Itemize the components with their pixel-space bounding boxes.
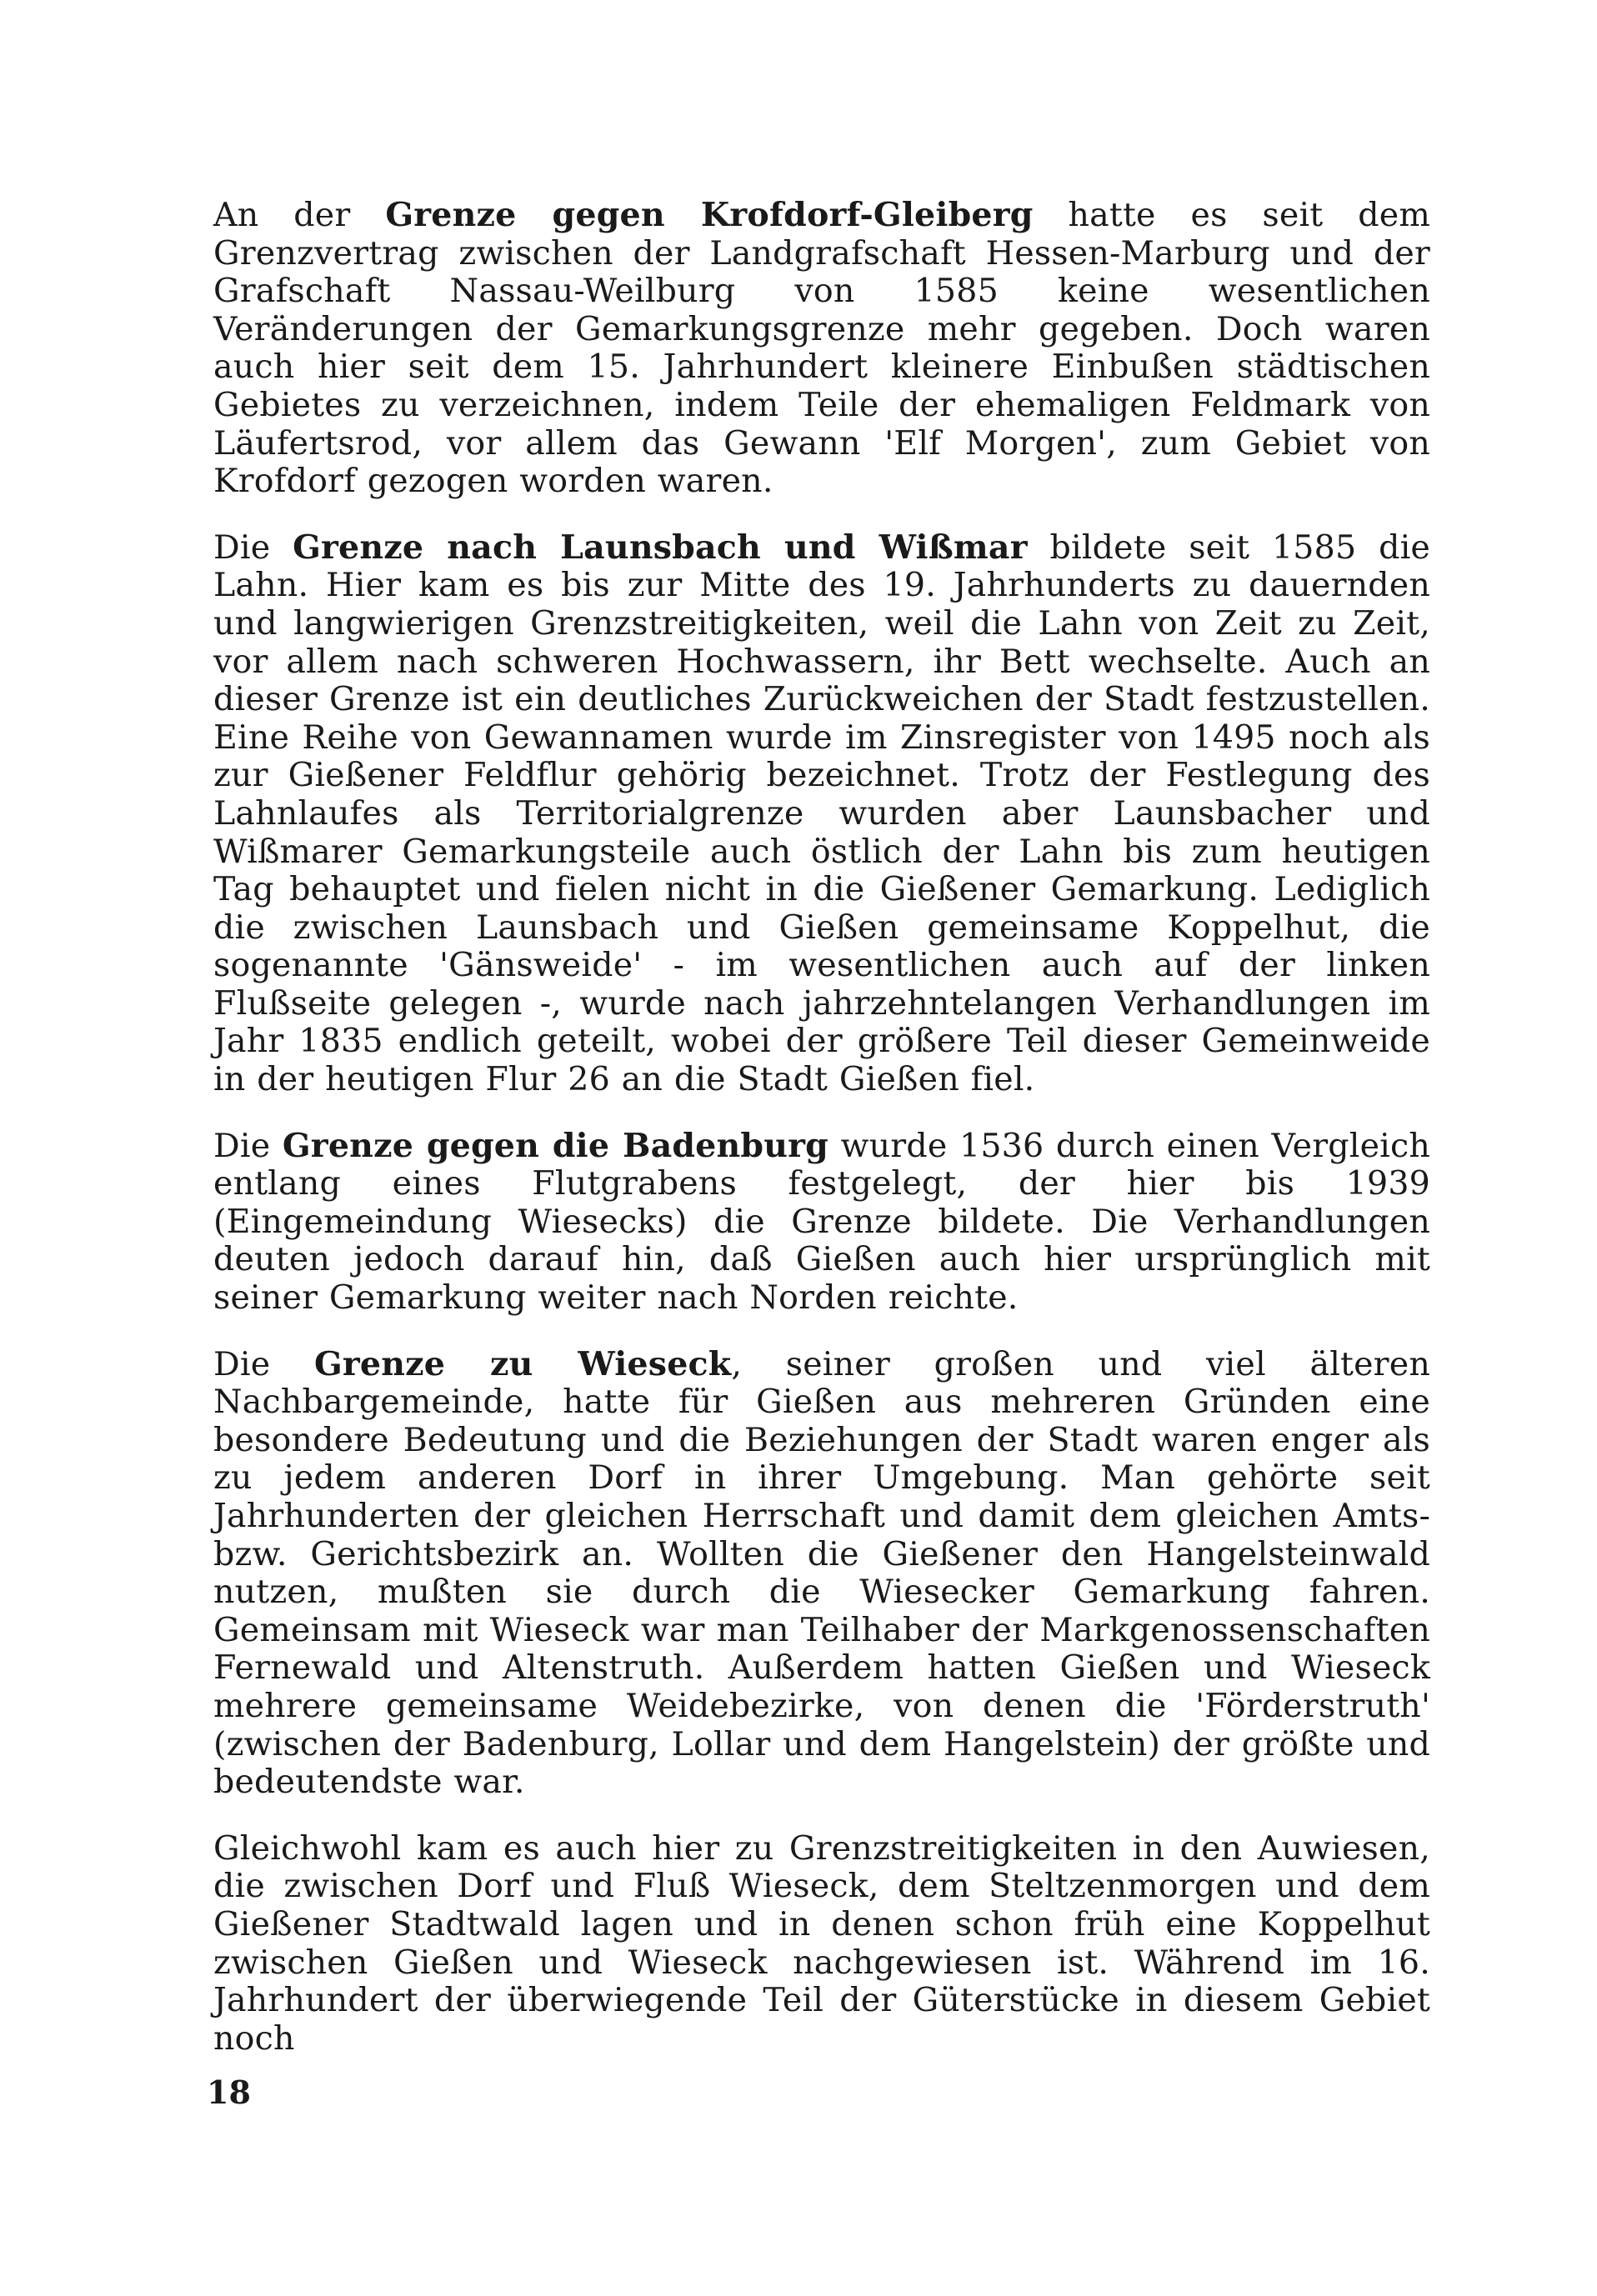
section-heading-krofdorf-gleiberg: Grenze gegen Krofdorf-Gleiberg	[385, 196, 1034, 234]
paragraph-prefix: An der	[213, 196, 386, 234]
paragraph-text: bildete seit 1585 die Lahn. Hier kam es bis zur Mitte des 19. Jahrhunderts zu dauernden und langwierigen Grenzstreitigkeiten, weil die Lahn von Zeit zu Zeit, vor allem nach schweren Hochwassern, ihr Bett wechselte. Auch an dieser Grenze ist ein deutliches Zurückweichen der Stadt festzustellen. Eine Reihe von Gewannamen wurde im Zinsregister von 1495 noch als zur Gießener Feldflur gehörig bezeichnet. Trotz der Festlegung des Lahnlaufes als Territorialgrenze wurden aber Launsbacher und Wißmarer Gemarkungsteile auch östlich der Lahn bis zum heutigen Tag behauptet und fielen nicht in die Gießener Gemarkung. Lediglich die zwischen Launsbach und Gießen gemeinsame Koppelhut, die sogenannte 'Gänsweide' - im wesentlichen auch auf der linken Flußseite gelegen -, wurde nach jahrzehntelangen Verhandlungen im Jahr 1835 endlich geteilt, wobei der größere Teil dieser Gemeinweide in der heutigen Flur 26 an die Stadt Gießen fiel.	[213, 528, 1430, 1099]
paragraph-wieseck	[213, 1346, 1430, 1802]
paragraph-text: wurde 1536 durch einen Vergleich entlang eines Flutgrabens festgelegt, der hier bis 1939 (Eingemeindung Wiesecks) die Grenze bildete. Die Verhandlungen deuten jedoch darauf hin, daß Gießen auch hier ursprünglich mit seiner Gemarkung weiter nach Norden reichte.	[213, 1126, 1430, 1318]
paragraph-badenburg	[213, 1128, 1430, 1318]
section-heading-launsbach-wissmar: Grenze nach Launsbach und Wißmar	[293, 528, 1028, 567]
paragraph-auwiesen	[213, 1830, 1430, 2058]
paragraph-text: hatte es seit dem Grenzvertrag zwischen der Landgrafschaft Hessen-Marburg und der Grafschaft Nassau-Weilburg von 1585 keine wesentlichen Veränderungen der Gemarkungsgrenze mehr gegeben. Doch waren auch hier seit dem 15. Jahrhundert kleinere Einbußen städtischen Gebietes zu verzeichnen, indem Teile der ehemaligen Feldmark von Läufertsrod, vor allem das Gewann 'Elf Morgen', zum Gebiet von Krofdorf gezogen worden waren.	[213, 196, 1431, 501]
paragraph-krofdorf-gleiberg	[213, 197, 1430, 501]
paragraph-launsbach-wissmar	[213, 529, 1430, 1099]
paragraph-text: , seiner großen und viel älteren Nachbargemeinde, hatte für Gießen aus mehreren Gründen eine besondere Bedeutung und die Beziehungen der Stadt waren enger als zu jedem anderen Dorf in ihrer Umgebung. Man gehörte seit Jahrhunderten der gleichen Herrschaft und damit dem gleichen Amts- bzw. Gerichtsbezirk an. Wollten die Gießener den Hangelsteinwald nutzen, mußten sie durch die Wiesecker Gemarkung fahren. Gemeinsam mit Wieseck war man Teilhaber der Markgenossenschaften Fernewald und Altenstruth. Außerdem hatten Gießen und Wieseck mehrere gemeinsame Weidebezirke, von denen die 'Förderstruth' (zwischen der Badenburg, Lollar und dem Hangelstein) der größte und bedeutendste war.	[213, 1344, 1430, 1802]
paragraph-prefix: Die	[213, 1126, 283, 1165]
page-number: 18	[207, 2073, 251, 2111]
section-heading-badenburg: Grenze gegen die Badenburg	[282, 1126, 829, 1165]
paragraph-prefix: Die	[213, 528, 293, 567]
paragraph-text: Gleichwohl kam es auch hier zu Grenzstreitigkeiten in den Auwiesen, die zwischen Dorf und Fluß Wieseck, dem Steltzenmorgen und dem Gießener Stadtwald lagen und in denen schon früh eine Koppelhut zwischen Gießen und Wieseck nachgewiesen ist. Während im 16. Jahrhundert der überwiegende Teil der Güterstücke in diesem Gebiet noch	[213, 1828, 1430, 2058]
section-heading-wieseck: Grenze zu Wieseck	[313, 1344, 732, 1383]
body-text	[213, 197, 1430, 2058]
paragraph-prefix: Die	[213, 1344, 314, 1383]
